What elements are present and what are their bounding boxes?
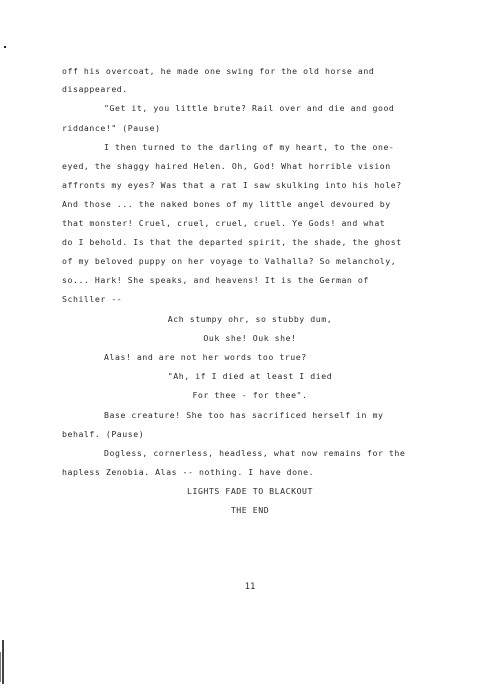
text-line: Dogless, cornerless, headless, what now remains for the (104, 448, 406, 458)
text-line: that monster! Cruel, cruel, cruel, cruel. Ye Gods! and what (62, 218, 386, 228)
text-line: affronts my eyes? Was that a rat I saw skulking into his hole? (62, 180, 402, 190)
verse-line: Ouk she! Ouk she! (203, 333, 297, 343)
scan-speck (4, 46, 6, 48)
text-line: riddance!" (Pause) (62, 123, 161, 133)
scan-binding-mark (2, 640, 4, 684)
text-line: behalf. (Pause) (62, 429, 145, 439)
text-line: And those ... the naked bones of my little angel devoured by (62, 199, 391, 209)
text-line: disappeared. (62, 84, 128, 94)
text-line: do I behold. Is that the departed spirit, the shade, the ghost (62, 237, 402, 247)
end-marker: THE END (230, 505, 270, 515)
text-line: Schiller -- (62, 294, 123, 304)
text-line: off his overcoat, he made one swing for the old horse and (62, 66, 375, 76)
text-line: of my beloved puppy on her voyage to Valhalla? So melancholy, (62, 256, 397, 266)
verse-line: "Ah, if I died at least I died (167, 371, 333, 381)
text-line: hapless Zenobia. Alas -- nothing. I have done. (62, 467, 315, 477)
verse-line: Ach stumpy ohr, so stubby dum, (167, 314, 333, 324)
scan-binding-mark (0, 652, 1, 682)
stage-direction: LIGHTS FADE TO BLACKOUT (186, 486, 314, 496)
text-line: I then turned to the darling of my heart, to the one- (104, 142, 395, 152)
text-line: Alas! and are not her words too true? (104, 352, 307, 362)
text-line: Base creature! She too has sacrificed herself in my (104, 410, 384, 420)
text-line: eyed, the shaggy haired Helen. Oh, God! What horrible vision (62, 161, 391, 171)
text-line: so... Hark! She speaks, and heavens! It is the German of (62, 275, 369, 285)
text-line: "Get it, you little brute? Rail over and die and good (104, 103, 395, 113)
page-number: 11 (244, 582, 256, 592)
verse-line: For thee - for thee". (192, 390, 308, 400)
